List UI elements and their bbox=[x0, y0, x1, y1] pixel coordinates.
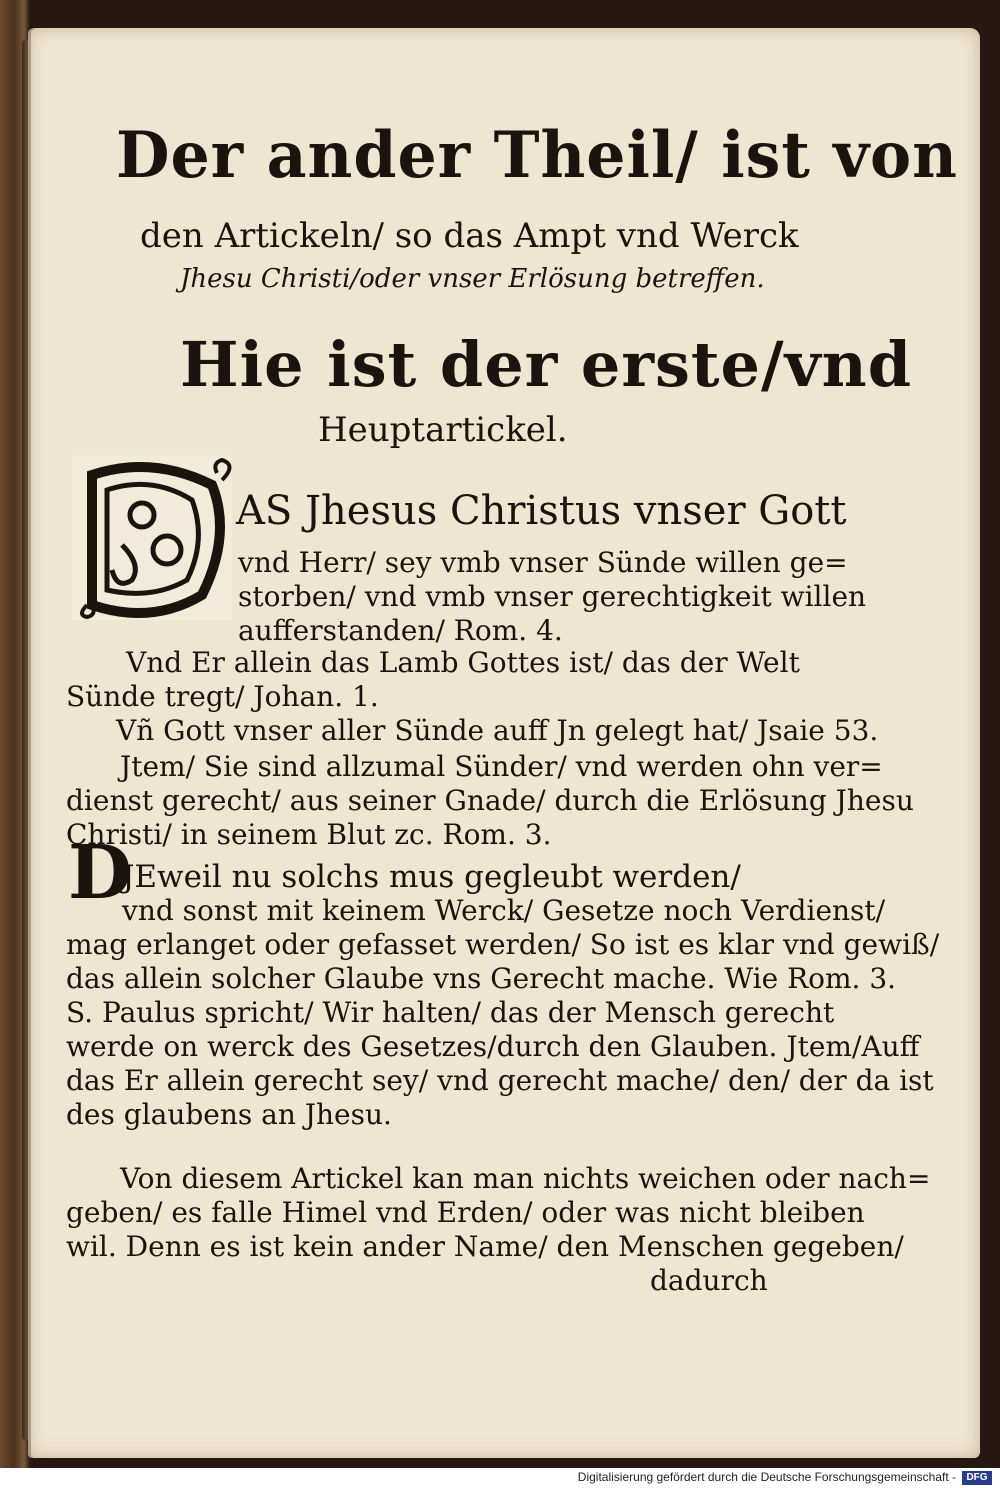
funding-notice: Digitalisierung gefördert durch die Deutsche Forschungsgemeinschaft - bbox=[577, 1470, 956, 1484]
dfg-logo-icon: DFG bbox=[962, 1471, 992, 1485]
footer-bar bbox=[0, 1468, 1000, 1488]
page bbox=[28, 28, 980, 1458]
p6-line-3: wil. Denn es ist kein ander Name/ den Menschen gegeben/ bbox=[66, 1230, 904, 1263]
p4-line-1: Jtem/ Sie sind allzumal Sünder/ vnd werden ohn ver= bbox=[120, 750, 883, 783]
p1-line-2: vnd Herr/ sey vmb vnser Sünde willen ge= bbox=[238, 546, 848, 579]
p5-line-7: das Er allein gerecht sey/ vnd gerecht mache/ den/ der da ist bbox=[66, 1064, 934, 1097]
heading-line-1: Der ander Theil/ ist von bbox=[116, 118, 958, 193]
p2-line-1: Vnd Er allein das Lamb Gottes ist/ das der Welt bbox=[126, 646, 800, 679]
p5-line-5: S. Paulus spricht/ Wir halten/ das der Mensch gerecht bbox=[66, 996, 835, 1029]
p3-line-1: Vñ Gott vnser aller Sünde auff Jn gelegt hat/ Jsaie 53. bbox=[116, 714, 879, 747]
heading-line-2: den Artickeln/ so das Ampt vnd Werck bbox=[140, 216, 799, 256]
p5-line-6: werde on werck des Gesetzes/durch den Glauben. Jtem/Auff bbox=[66, 1030, 920, 1063]
decorated-initial bbox=[72, 455, 232, 620]
p1-line-1: AS Jhesus Christus vnser Gott bbox=[236, 488, 847, 534]
p5-line-3: mag erlanget oder gefasset werden/ So ist es klar vnd gewiß/ bbox=[66, 928, 940, 961]
heading-line-3: Jhesu Christi/oder vnser Erlösung betreffen. bbox=[180, 264, 765, 294]
p1-line-3: storben/ vnd vmb vnser gerechtigkeit willen bbox=[238, 580, 867, 613]
p6-line-1: Von diesem Artickel kan man nichts weichen oder nach= bbox=[120, 1162, 931, 1195]
p5-line-2: vnd sonst mit keinem Werck/ Gesetze noch Verdienst/ bbox=[122, 894, 886, 927]
p4-line-3: Christi/ in seinem Blut zc. Rom. 3. bbox=[66, 818, 552, 851]
dropcap-letter-2: D bbox=[68, 830, 133, 916]
p5-line-1: JEweil nu solchs mus gegleubt werden/ bbox=[122, 859, 741, 895]
p4-line-2: dienst gerecht/ aus seiner Gnade/ durch die Erlösung Jhesu bbox=[66, 784, 914, 817]
p6-catchword: dadurch bbox=[650, 1264, 768, 1297]
p5-line-8: des glaubens an Jhesu. bbox=[66, 1098, 392, 1131]
p5-line-4: das allein solcher Glaube vns Gerecht mache. Wie Rom. 3. bbox=[66, 962, 897, 995]
p1-line-4: aufferstanden/ Rom. 4. bbox=[238, 614, 563, 647]
p6-line-2: geben/ es falle Himel vnd Erden/ oder was nicht bleiben bbox=[66, 1196, 865, 1229]
subheading-line-1: Hie ist der erste/vnd bbox=[180, 328, 913, 401]
subheading-line-2: Heuptartickel. bbox=[318, 410, 568, 450]
p2-line-2: Sünde tregt/ Johan. 1. bbox=[66, 680, 379, 713]
